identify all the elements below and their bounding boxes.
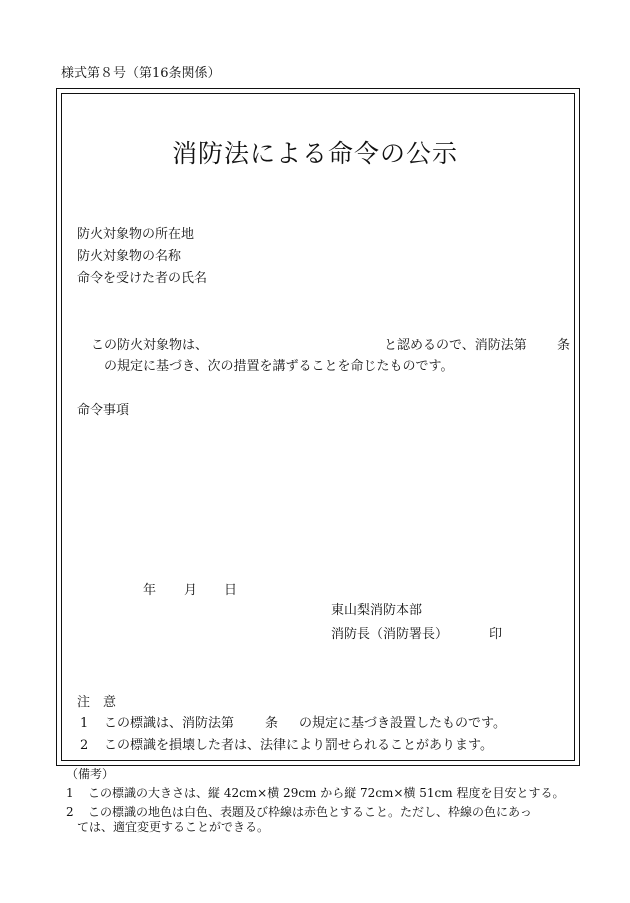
- notice-heading: 注 意: [77, 695, 117, 710]
- date-year: 年: [143, 583, 157, 598]
- remarks-heading: （備考）: [66, 767, 115, 781]
- field-label-name: 防火対象物の名称: [77, 249, 182, 264]
- body-line1-end: 条: [557, 338, 571, 353]
- issuer-title: 消防長（消防署長）: [331, 627, 449, 642]
- seal-mark: 印: [489, 627, 503, 642]
- body-line1-start: この防火対象物は、: [91, 338, 209, 353]
- body-line1-mid: と認めるので、消防法第: [384, 338, 527, 353]
- notice-item1-c: の規定に基づき設置したものです。: [299, 716, 506, 731]
- order-items-label: 命令事項: [77, 403, 130, 418]
- notice-item1-b: 条: [265, 716, 279, 731]
- field-label-recipient: 命令を受けた者の氏名: [77, 271, 208, 286]
- notice-frame-inner: [61, 93, 575, 761]
- notice-item2-number: 2: [80, 738, 89, 753]
- remarks-item2-number: 2: [66, 805, 74, 819]
- notice-item1-a: この標識は、消防法第: [104, 716, 235, 731]
- form-number-label: 様式第８号（第16条関係）: [61, 66, 221, 81]
- notice-item2: この標識を損壊した者は、法律により罰せられることがあります。: [104, 738, 493, 753]
- remarks-item2-line1: この標識の地色は白色、表題及び枠線は赤色とすること。ただし、枠線の色にあっ: [88, 805, 532, 819]
- remarks-item1: この標識の大きさは、縦 42cm×横 29cm から縦 72cm×横 51cm 程度を目安とする。: [88, 786, 565, 800]
- notice-item1-number: 1: [80, 716, 89, 731]
- field-label-location: 防火対象物の所在地: [77, 227, 195, 242]
- date-month: 月: [184, 583, 198, 598]
- issuer-org: 東山梨消防本部: [331, 603, 423, 618]
- date-day: 日: [224, 583, 238, 598]
- document-title: 消防法による命令の公示: [171, 139, 458, 168]
- remarks-item1-number: 1: [66, 786, 74, 800]
- body-line2: の規定に基づき、次の措置を講ずることを命じたものです。: [104, 359, 454, 374]
- remarks-item2-line2: ては、適宜変更することができる。: [77, 820, 270, 834]
